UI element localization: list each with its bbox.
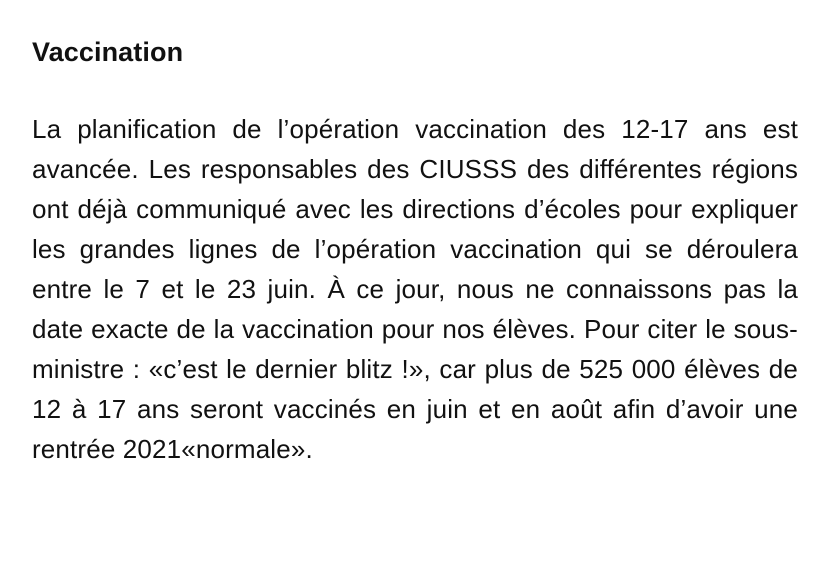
document-page: [32, 34, 798, 469]
section-title: Vaccination: [32, 37, 184, 67]
body-paragraph: La planification de l’opération vaccination des 12-17 ans est avancée. Les responsables des CIUSSS des différentes régions ont déjà communiqué avec les directions d’écoles pour expliquer les grandes lignes de l’opération vaccination qui se déroulera entre le 7 et le 23 juin. À ce jour, nous ne connaissons pas la date exacte de la vaccination pour nos élèves. Pour citer le sous-ministre : «c’est le dernier blitz !», car plus de 525 000 élèves de 12 à 17 ans seront vaccinés en juin et en août afin d’avoir une rentrée 2021«normale».: [32, 114, 798, 464]
